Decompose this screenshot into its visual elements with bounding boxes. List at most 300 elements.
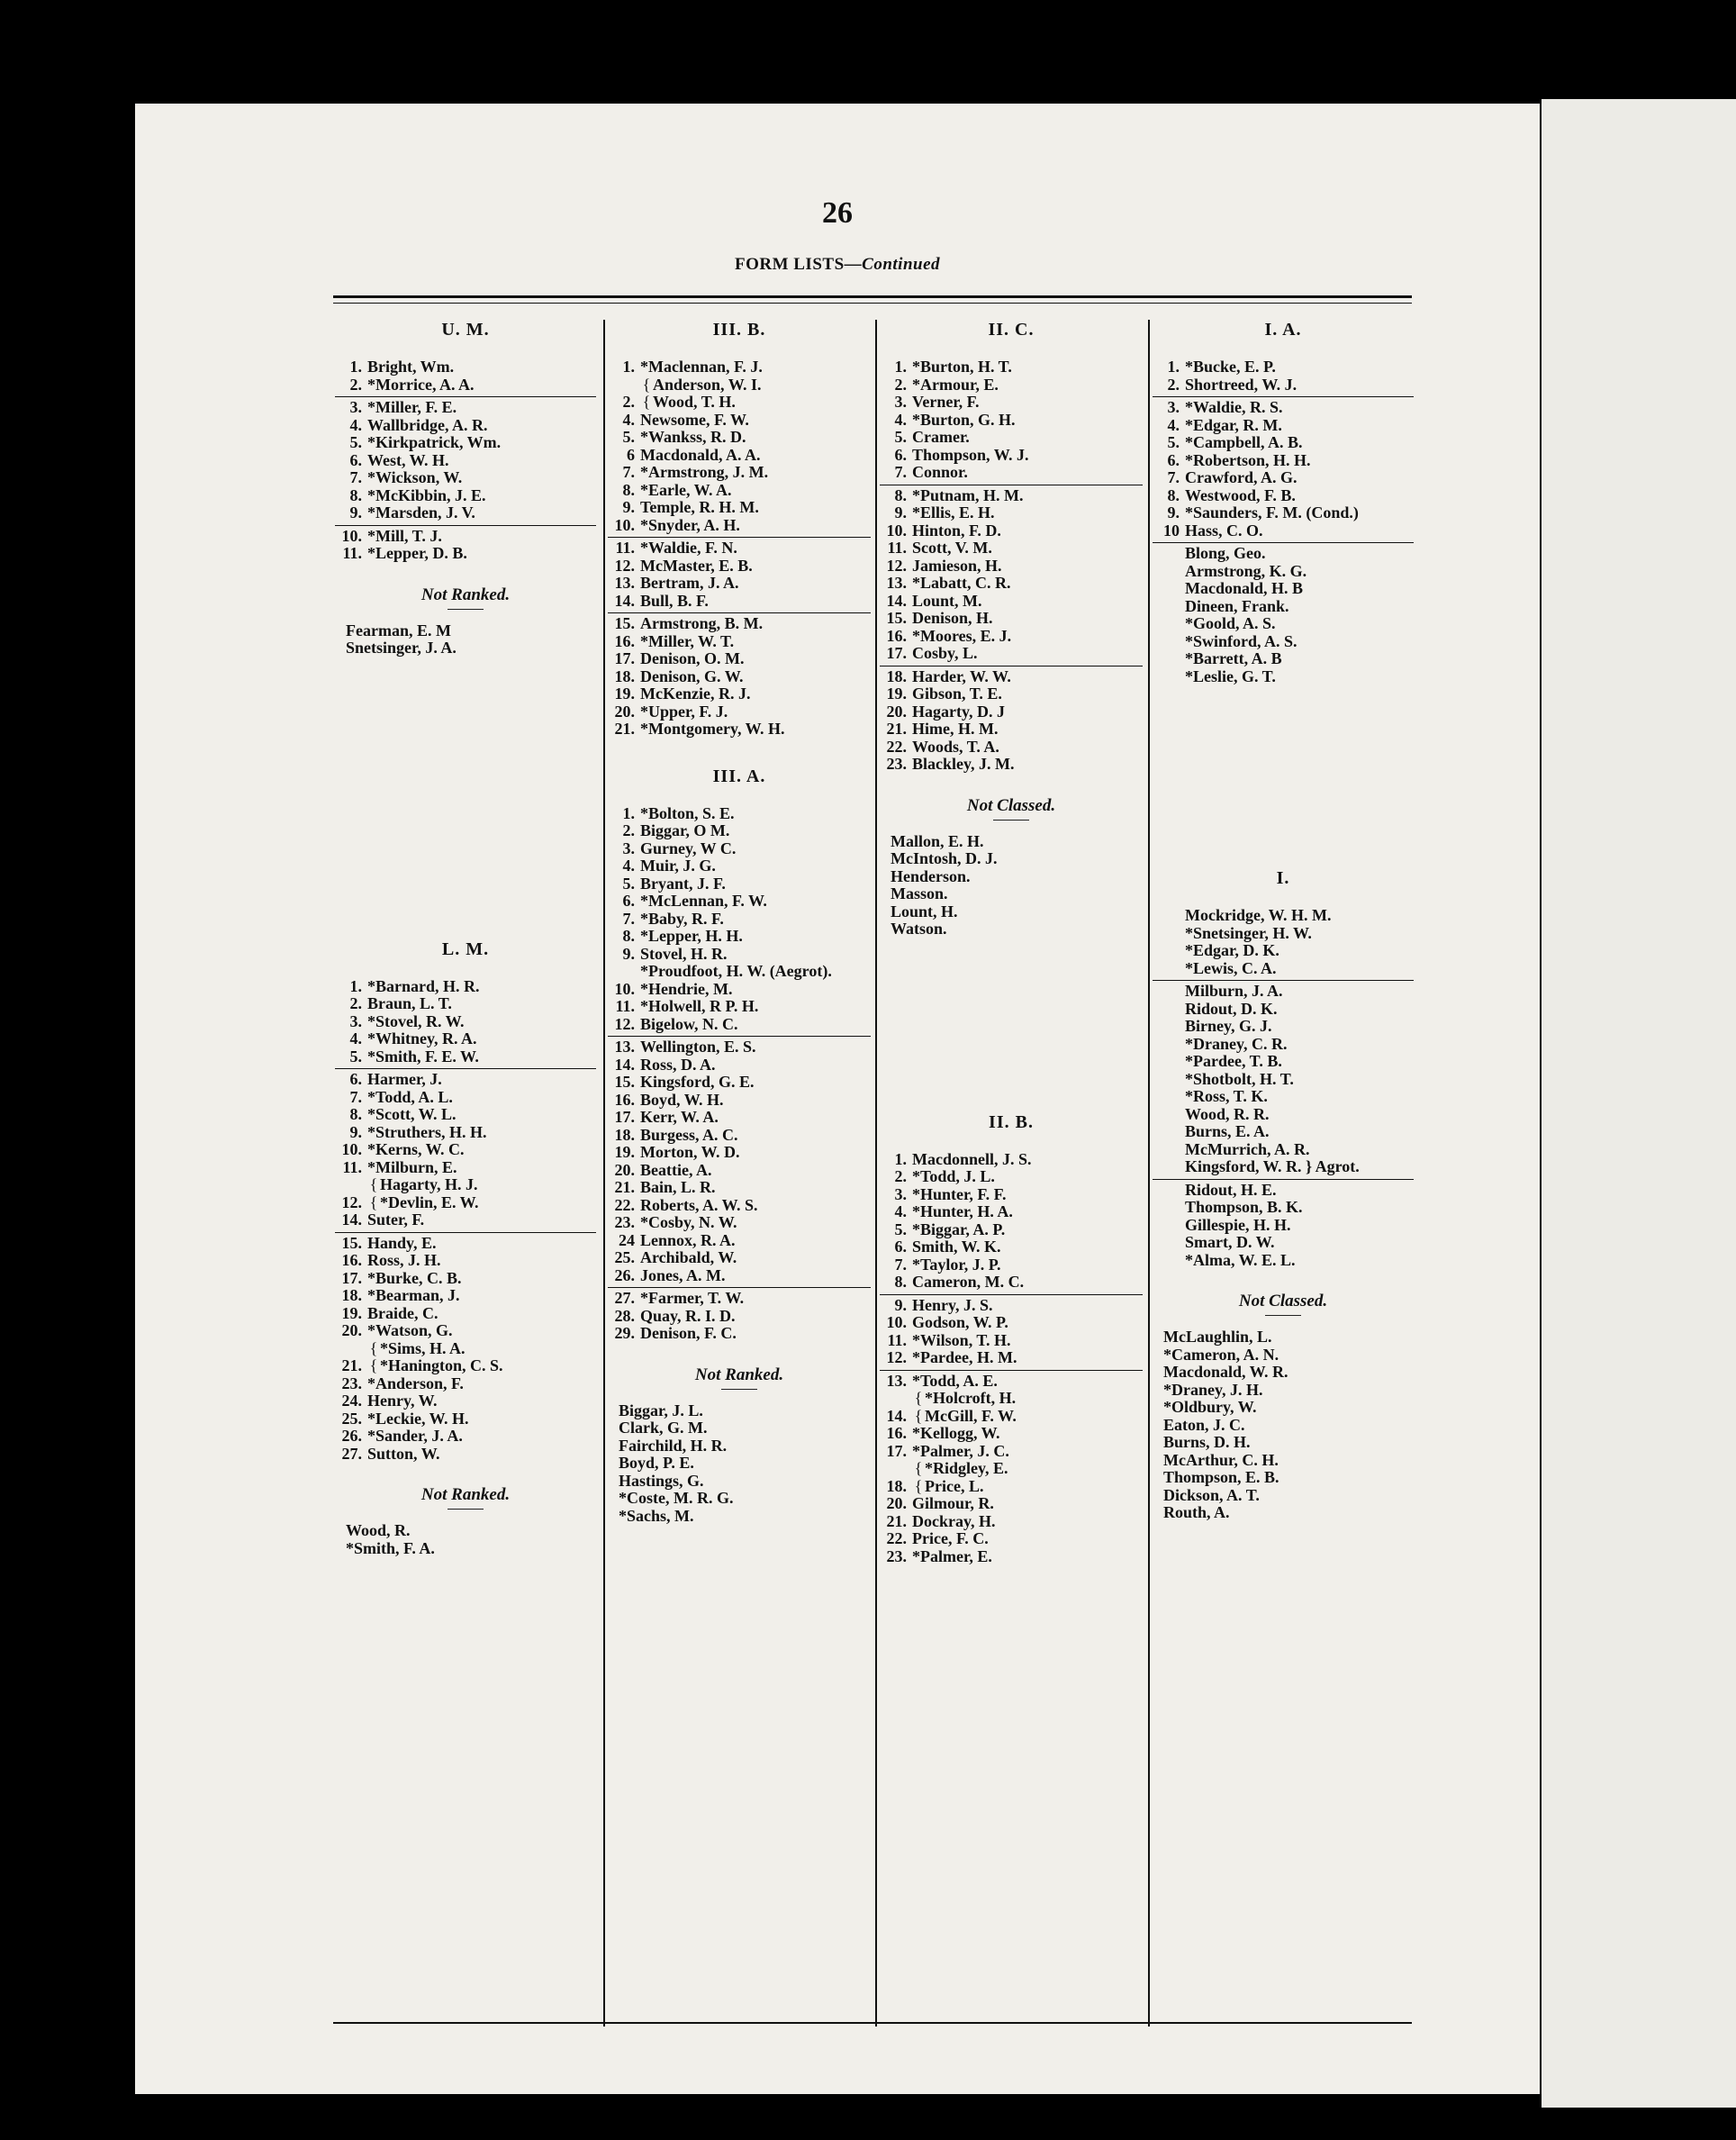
name: Stovel, H. R. xyxy=(640,944,728,963)
list-item xyxy=(880,593,1143,611)
rank-number: 12. xyxy=(886,1348,907,1366)
column-3 xyxy=(880,320,1143,1577)
list-item xyxy=(1153,942,1414,960)
name: Hime, H. M. xyxy=(912,720,999,738)
name: Verner, F. xyxy=(912,393,980,411)
name: *Whitney, R. A. xyxy=(367,1029,477,1047)
rank-number xyxy=(880,1460,912,1478)
list-item xyxy=(608,464,871,482)
rank-number: 7. xyxy=(349,468,362,486)
rank-number: 14. xyxy=(886,591,907,610)
list-item xyxy=(608,1490,871,1508)
list-item xyxy=(608,394,871,412)
name: *Cameron, A. N. xyxy=(1163,1345,1279,1364)
rank-number: 19. xyxy=(614,685,635,703)
rank-number: 3. xyxy=(622,839,635,857)
rank-number: 11. xyxy=(342,544,362,562)
section-title: I. A. xyxy=(1264,320,1302,340)
list-item xyxy=(880,1314,1143,1332)
name: Clark, G. M. xyxy=(619,1419,708,1437)
list-item xyxy=(608,911,871,929)
rank-number xyxy=(1153,1234,1185,1252)
name: *Wickson, W. xyxy=(367,468,463,486)
rank-number: 8. xyxy=(1167,485,1180,504)
section-spacer xyxy=(608,750,871,766)
list-item xyxy=(1153,1382,1414,1400)
name: Hagarty, H. J. xyxy=(380,1175,478,1193)
list-item xyxy=(880,668,1143,686)
unranked-list xyxy=(880,831,1143,941)
rank-number: 2. xyxy=(622,393,635,411)
section-title: I. xyxy=(1276,868,1290,888)
name: *Labatt, C. R. xyxy=(912,574,1011,592)
rank-number: 8. xyxy=(894,1273,907,1291)
rank-number: 10. xyxy=(886,521,907,540)
list-item xyxy=(880,1168,1143,1186)
rank-number: 5. xyxy=(1167,433,1180,451)
list-item xyxy=(608,1162,871,1180)
name: Ridout, D. K. xyxy=(1185,999,1278,1018)
rank-number: 9. xyxy=(894,503,907,521)
name: *Watson, G. xyxy=(367,1321,453,1339)
rank-number: 7. xyxy=(894,463,907,481)
list-item xyxy=(1153,434,1414,452)
name: Lount, H. xyxy=(891,902,958,920)
section-title: II. C. xyxy=(988,320,1035,340)
name: Braide, C. xyxy=(367,1303,439,1322)
name: Thompson, B. K. xyxy=(1185,1198,1303,1216)
unranked-list xyxy=(335,1520,596,1560)
unranked-list xyxy=(335,621,596,660)
name: Eaton, J. C. xyxy=(1163,1415,1245,1434)
rank-number: 6. xyxy=(349,450,362,469)
rank-number: 26. xyxy=(614,1265,635,1284)
list-item xyxy=(335,469,596,487)
rank-group xyxy=(335,396,596,525)
name: *Sims, H. A. xyxy=(380,1338,466,1357)
list-item xyxy=(1153,522,1414,540)
rank-number: 3. xyxy=(1167,398,1180,416)
list-item xyxy=(1153,417,1414,435)
name: *Kirkpatrick, Wm. xyxy=(367,433,502,451)
list-item xyxy=(335,487,596,505)
section-title: U. M. xyxy=(441,320,490,340)
list-item xyxy=(335,1013,596,1031)
name: McArthur, C. H. xyxy=(1163,1450,1279,1469)
rank-number: 6 xyxy=(627,445,635,464)
list-item xyxy=(880,1332,1143,1350)
name: Denison, F. C. xyxy=(640,1324,737,1342)
name: *Snyder, A. H. xyxy=(640,515,740,534)
name: *Todd, A. E. xyxy=(912,1371,998,1390)
name: *Goold, A. S. xyxy=(1185,614,1276,632)
brace-mark: { xyxy=(914,1476,923,1495)
rank-number: 20. xyxy=(886,702,907,721)
column-2 xyxy=(608,320,871,1537)
rank-number: 14. xyxy=(886,1406,907,1425)
rank-number: 13. xyxy=(886,574,907,592)
list-item xyxy=(880,522,1143,540)
name: *Holcroft, H. xyxy=(925,1389,1017,1407)
list-item xyxy=(880,1221,1143,1239)
name: Newsome, F. W. xyxy=(640,410,749,429)
list-item xyxy=(880,1349,1143,1367)
list-item xyxy=(608,893,871,911)
list-item xyxy=(1153,1504,1414,1522)
name: *Kerns, W. C. xyxy=(367,1140,465,1158)
name: *Anderson, F. xyxy=(367,1374,464,1392)
rank-number: 2. xyxy=(1167,375,1180,394)
name: *Palmer, E. xyxy=(912,1546,992,1565)
name: Denison, O. M. xyxy=(640,649,745,667)
rank-number: 1. xyxy=(622,358,635,376)
rank-number: 11. xyxy=(887,1330,907,1349)
rank-number xyxy=(1153,633,1185,651)
rank-group xyxy=(335,1232,596,1466)
name: Kerr, W. A. xyxy=(640,1108,719,1126)
heading-rule xyxy=(448,1509,484,1510)
name: Woods, T. A. xyxy=(912,737,999,756)
rank-number: 5. xyxy=(622,874,635,893)
rank-number xyxy=(335,1176,367,1194)
list-item xyxy=(608,429,871,447)
list-item xyxy=(1153,1018,1414,1036)
name: *Miller, W. T. xyxy=(640,631,735,650)
list-item xyxy=(335,434,596,452)
list-item xyxy=(608,615,871,633)
rank-number: 3. xyxy=(349,1011,362,1030)
brace-mark: { xyxy=(369,1192,378,1211)
rank-number xyxy=(608,963,640,981)
column-divider xyxy=(875,320,877,2027)
name: *Edgar, R. M. xyxy=(1185,415,1282,434)
list-item xyxy=(608,1038,871,1056)
rank-number: 3. xyxy=(894,393,907,411)
list-item xyxy=(1153,1234,1414,1252)
rank-number xyxy=(880,1390,912,1408)
list-item xyxy=(335,1428,596,1446)
list-item xyxy=(608,981,871,999)
name: *Armour, E. xyxy=(912,375,999,394)
name: *Todd, J. L. xyxy=(912,1167,995,1185)
name: *Marsden, J. V. xyxy=(367,503,475,521)
list-item xyxy=(608,1056,871,1075)
list-item xyxy=(608,1419,871,1437)
form-section xyxy=(880,1112,1143,1569)
rank-number: 15. xyxy=(886,609,907,627)
form-section xyxy=(1153,320,1414,688)
running-head-main: FORM LISTS— xyxy=(734,255,863,274)
list-item xyxy=(880,1373,1143,1391)
name: Armstrong, K. G. xyxy=(1185,561,1307,580)
list-item xyxy=(880,833,1143,851)
list-item xyxy=(880,756,1143,774)
list-item xyxy=(880,645,1143,663)
heading-rule xyxy=(721,1389,757,1390)
list-item xyxy=(608,499,871,517)
unranked-list xyxy=(1153,1327,1414,1525)
brace-mark: { xyxy=(914,1406,923,1425)
rank-number: 14. xyxy=(614,591,635,610)
list-item xyxy=(608,558,871,576)
list-item xyxy=(880,1390,1143,1408)
name: *Bolton, S. E. xyxy=(640,803,735,822)
rank-number: 15. xyxy=(614,614,635,632)
rank-number: 4. xyxy=(1167,415,1180,434)
form-section xyxy=(335,320,596,660)
rank-number: 25. xyxy=(614,1248,635,1266)
name: *McLennan, F. W. xyxy=(640,892,767,910)
rank-number: 5. xyxy=(349,433,362,451)
not-ranked-heading: Not Classed. xyxy=(966,795,1056,815)
rank-number xyxy=(1153,1018,1185,1036)
rank-number xyxy=(1153,1217,1185,1235)
name: Wellington, E. S. xyxy=(640,1038,756,1056)
rank-number: 27. xyxy=(614,1289,635,1307)
name: Wood, T. H. xyxy=(653,393,736,411)
rank-group xyxy=(608,537,871,612)
name: McIntosh, D. J. xyxy=(891,849,998,867)
rank-number: 18. xyxy=(886,1476,907,1495)
rank-number: 11. xyxy=(887,539,907,557)
rank-number: 22. xyxy=(886,1529,907,1547)
list-item xyxy=(335,1522,596,1540)
name: Roberts, A. W. S. xyxy=(640,1195,758,1214)
name: Birney, G. J. xyxy=(1185,1017,1272,1035)
rank-number: 16. xyxy=(886,1424,907,1442)
rank-number: 10. xyxy=(341,526,362,545)
list-item xyxy=(335,639,596,657)
list-item xyxy=(880,721,1143,739)
list-item xyxy=(1153,615,1414,633)
list-item xyxy=(335,1124,596,1142)
name: Price, F. C. xyxy=(912,1529,989,1547)
name: *Hanington, C. S. xyxy=(380,1356,503,1374)
running-head xyxy=(135,255,1540,275)
rank-number: 5. xyxy=(894,1220,907,1238)
name: Mallon, E. H. xyxy=(891,831,984,850)
heading-rule xyxy=(993,820,1029,821)
name: Cramer. xyxy=(912,428,970,446)
name: West, W. H. xyxy=(367,450,449,469)
not-ranked-heading: Not Ranked. xyxy=(420,585,511,604)
list-item xyxy=(335,1322,596,1340)
name: Mockridge, W. H. M. xyxy=(1185,906,1332,924)
name: Braun, L. T. xyxy=(367,994,452,1012)
name: *Armstrong, J. M. xyxy=(640,463,769,481)
list-item xyxy=(1153,469,1414,487)
list-item xyxy=(608,633,871,651)
rank-number xyxy=(1153,1158,1185,1176)
list-item xyxy=(1153,1071,1414,1089)
name: Hass, C. O. xyxy=(1185,521,1263,540)
list-item xyxy=(880,1297,1143,1315)
rank-number xyxy=(1153,598,1185,616)
rank-number: 21. xyxy=(614,720,635,738)
section-spacer xyxy=(1153,697,1414,868)
list-item xyxy=(880,540,1143,558)
top-rule xyxy=(333,295,1412,298)
name: *Edgar, D. K. xyxy=(1185,941,1279,959)
rank-number: 24 xyxy=(619,1230,635,1249)
rank-number: 9. xyxy=(349,1122,362,1141)
list-item xyxy=(880,558,1143,576)
rank-number: 23. xyxy=(886,755,907,773)
name: McKenzie, R. J. xyxy=(640,685,751,703)
name: Dineen, Frank. xyxy=(1185,596,1289,615)
rank-number: 18. xyxy=(614,1125,635,1144)
name: *Moores, E. J. xyxy=(912,626,1012,645)
list-item xyxy=(1153,1001,1414,1019)
name: *Coste, M. R. G. xyxy=(619,1489,734,1507)
rank-number: 3. xyxy=(349,398,362,416)
name: Jamieson, H. xyxy=(912,556,1002,575)
name: Biggar, J. L. xyxy=(619,1401,703,1419)
name: Harder, W. W. xyxy=(912,666,1011,685)
not-ranked-heading: Not Ranked. xyxy=(694,1365,784,1384)
unranked-list xyxy=(608,1401,871,1528)
list-item xyxy=(1153,504,1414,522)
rank-group xyxy=(1153,1179,1414,1273)
name: Cosby, L. xyxy=(912,644,978,662)
name: *Draney, C. R. xyxy=(1185,1034,1288,1053)
rank-number: 16. xyxy=(614,631,635,650)
rank-number: 2. xyxy=(349,375,362,394)
name: *Burke, C. B. xyxy=(367,1268,462,1287)
name: Ross, J. H. xyxy=(367,1251,441,1269)
rank-number xyxy=(1153,650,1185,668)
rank-number xyxy=(1153,563,1185,581)
rank-group xyxy=(880,357,1143,485)
rank-group xyxy=(880,1294,1143,1370)
brace-mark: { xyxy=(642,375,651,394)
list-item xyxy=(880,464,1143,482)
name: Bright, Wm. xyxy=(367,358,455,376)
name: *Saunders, F. M. (Cond.) xyxy=(1185,503,1359,521)
list-item xyxy=(335,417,596,435)
list-item xyxy=(608,946,871,964)
form-section xyxy=(335,939,596,1561)
list-item xyxy=(1153,1158,1414,1176)
list-item xyxy=(608,517,871,535)
name: Thompson, E. B. xyxy=(1163,1468,1279,1486)
rank-number: 17. xyxy=(886,644,907,662)
name: *Scott, W. L. xyxy=(367,1105,457,1123)
name: Henderson. xyxy=(891,866,971,885)
name: Kingsford, G. E. xyxy=(640,1073,755,1091)
rank-number: 10. xyxy=(341,1140,362,1158)
name: *Shotbolt, H. T. xyxy=(1185,1069,1294,1088)
list-item xyxy=(880,429,1143,447)
rank-number: 6. xyxy=(349,1070,362,1088)
list-item xyxy=(335,1392,596,1410)
list-item xyxy=(608,1267,871,1285)
list-item xyxy=(880,1478,1143,1496)
rank-number: 23. xyxy=(886,1546,907,1565)
name: Scott, V. M. xyxy=(912,539,992,557)
list-item xyxy=(1153,925,1414,943)
name: *Burton, G. H. xyxy=(912,410,1016,429)
list-item xyxy=(335,1446,596,1464)
rank-number: 5. xyxy=(622,428,635,446)
rank-number: 15. xyxy=(341,1233,362,1252)
name: Denison, G. W. xyxy=(640,666,744,685)
name: Bertram, J. A. xyxy=(640,574,739,592)
name: Handy, E. xyxy=(367,1233,437,1252)
rank-number xyxy=(1153,1088,1185,1106)
list-item xyxy=(335,1375,596,1393)
name: Wallbridge, A. R. xyxy=(367,415,488,434)
list-item xyxy=(608,447,871,465)
name: *Campbell, A. B. xyxy=(1185,433,1303,451)
name: *Ross, T. K. xyxy=(1185,1087,1268,1105)
list-item xyxy=(1153,983,1414,1001)
name: Ross, D. A. xyxy=(640,1055,716,1074)
name: Price, L. xyxy=(925,1476,984,1495)
list-item xyxy=(1153,1088,1414,1106)
list-item xyxy=(608,875,871,893)
name: Dickson, A. T. xyxy=(1163,1485,1260,1504)
list-item xyxy=(1153,563,1414,581)
name: *Lepper, D. B. xyxy=(367,544,467,562)
name: *Taylor, J. P. xyxy=(912,1255,1001,1274)
rank-group xyxy=(1153,542,1414,688)
list-item xyxy=(1153,907,1414,925)
rank-number: 8. xyxy=(622,927,635,945)
rank-number xyxy=(1153,942,1185,960)
name: Blong, Geo. xyxy=(1185,544,1266,562)
brace-mark: { xyxy=(914,1389,923,1407)
rank-group xyxy=(1153,396,1414,542)
section-title: II. B. xyxy=(989,1111,1034,1132)
rank-number: 15. xyxy=(614,1073,635,1091)
rank-number: 27. xyxy=(341,1444,362,1463)
rank-number: 26. xyxy=(341,1427,362,1445)
name: Muir, J. G. xyxy=(640,857,716,875)
rank-number: 13. xyxy=(886,1371,907,1390)
name: *Wilson, T. H. xyxy=(912,1330,1011,1349)
list-item xyxy=(1153,668,1414,686)
list-item xyxy=(1153,1182,1414,1200)
name: *Ellis, E. H. xyxy=(912,503,995,521)
rank-number: 21. xyxy=(614,1178,635,1196)
name: *Kellogg, W. xyxy=(912,1424,1000,1442)
rank-number xyxy=(1153,1252,1185,1270)
document-page xyxy=(135,104,1540,2094)
column-divider xyxy=(603,320,605,2027)
list-item xyxy=(880,685,1143,703)
rank-number xyxy=(1153,1053,1185,1071)
rank-group xyxy=(608,1287,871,1346)
list-item xyxy=(880,903,1143,921)
rank-number: 21. xyxy=(886,720,907,738)
rank-number: 21. xyxy=(341,1356,362,1374)
form-section xyxy=(608,766,871,1528)
name: *Hendrie, M. xyxy=(640,979,733,998)
list-item xyxy=(1153,1347,1414,1365)
rank-number: 6. xyxy=(894,445,907,464)
rank-number: 29. xyxy=(614,1324,635,1342)
rank-number: 22. xyxy=(614,1195,635,1214)
rank-number xyxy=(1153,1199,1185,1217)
list-item xyxy=(608,650,871,668)
rank-number: 20. xyxy=(614,702,635,721)
rank-number: 22. xyxy=(886,737,907,756)
rank-number: 9. xyxy=(349,503,362,521)
rank-number: 1. xyxy=(1167,358,1180,376)
rank-number: 16. xyxy=(341,1251,362,1269)
rank-number: 2. xyxy=(349,994,362,1012)
